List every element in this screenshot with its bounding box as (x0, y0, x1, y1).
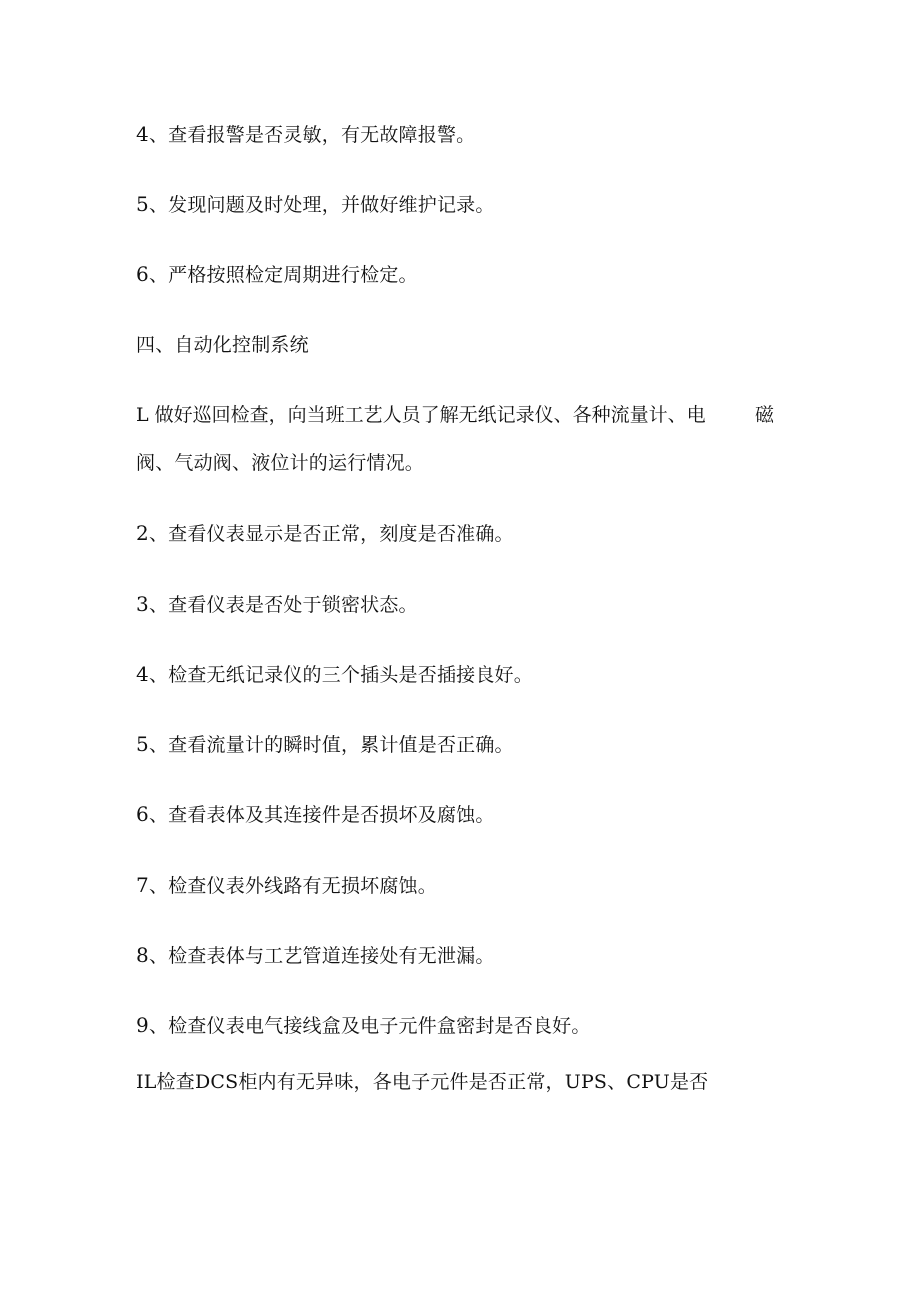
list-item-3-lock-state (136, 592, 418, 617)
item-text: 、发现问题及时处理，并做好维护记录。 (148, 194, 495, 216)
list-item-11-dcs-cabinet (136, 1070, 708, 1094)
item-number: 6 (136, 802, 149, 826)
item-text: 、查看报警是否灵敏，有无故障报警。 (148, 124, 476, 146)
item-text: 、检查仪表外线路有无损坏腐蚀。 (148, 875, 437, 897)
section-heading-text: 四、自动化控制系统 (136, 334, 309, 356)
list-item-9-sealing (136, 1013, 591, 1038)
item-number: 4 (136, 662, 149, 686)
item-text: 、查看表体及其连接件是否损坏及腐蚀。 (148, 804, 495, 826)
item-text: 、查看仪表显示是否正常，刻度是否准确。 (148, 523, 514, 545)
item-text: 柜内有无异味，各电子元件是否正常， (238, 1071, 565, 1093)
item-text: 、严格按照检定周期进行检定。 (148, 264, 418, 286)
item-text: 、查看仪表是否处于锁密状态。 (148, 594, 418, 616)
item-text: 、检查仪表电气接线盒及电子元件盒密封是否良好。 (148, 1015, 591, 1037)
list-item-4-recorder-plugs (136, 662, 533, 687)
item-text: DCS (194, 1071, 239, 1093)
item-text: 、检查表体与工艺管道连接处有无泄漏。 (148, 945, 495, 967)
item-text: 、 (607, 1071, 627, 1093)
item-text-tail: 磁 (754, 404, 774, 426)
item-text: 阀、气动阀、液位计的运行情况。 (136, 452, 425, 474)
item-number: L (136, 404, 149, 426)
item-number: IL (136, 1071, 157, 1093)
item-number: 7 (136, 873, 149, 897)
item-text: 、检查无纸记录仪的三个插头是否插接良好。 (148, 664, 533, 686)
list-item-1-continuation (136, 451, 424, 475)
item-number: 6 (136, 262, 149, 286)
list-item-8-leakage (136, 943, 495, 968)
list-item-7-external-wiring (136, 873, 437, 898)
item-text: 、查看流量计的瞬时值，累计值是否正确。 (148, 734, 514, 756)
item-text: CPU (626, 1071, 670, 1093)
item-number: 3 (136, 592, 149, 616)
item-text: UPS (564, 1071, 608, 1093)
item-text: 是否 (669, 1071, 709, 1093)
list-item-1-inspection (136, 403, 774, 427)
list-item-5-flowmeter (136, 732, 514, 757)
item-number: 4 (136, 122, 149, 146)
section-heading (136, 333, 309, 357)
item-text: 做好巡回检查，向当班工艺人员了解无纸记录仪、各种流量计、电 (148, 404, 706, 426)
item-text: 检查 (156, 1071, 195, 1093)
list-item-5-problem-handling (136, 192, 495, 217)
list-item-6-meter-body (136, 802, 495, 827)
list-item-2-display (136, 521, 514, 546)
item-number: 8 (136, 943, 149, 967)
list-item-6-calibration (136, 262, 418, 287)
item-number: 5 (136, 732, 149, 756)
item-number: 5 (136, 192, 149, 216)
item-number: 9 (136, 1013, 149, 1037)
item-number: 2 (136, 521, 149, 545)
list-item-4-alarm (136, 122, 475, 147)
